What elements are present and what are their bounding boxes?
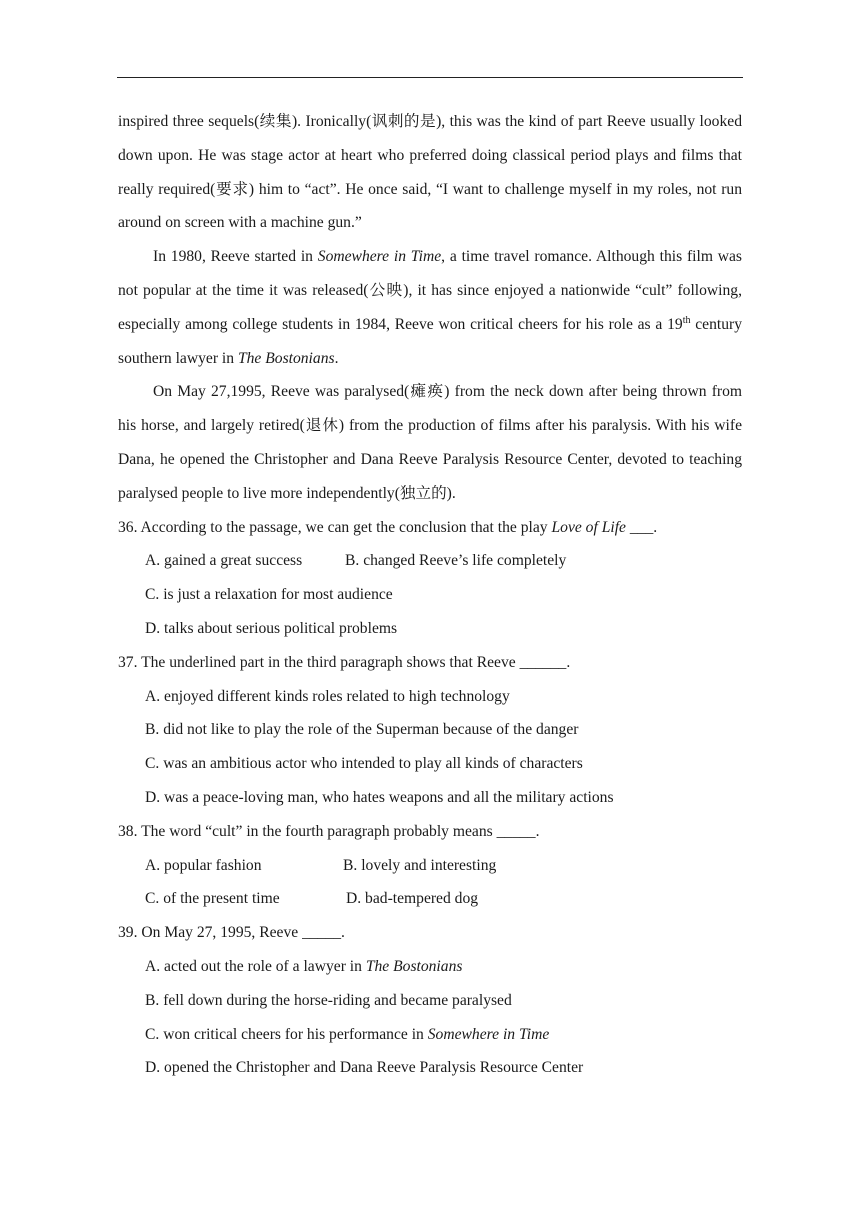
- film-title: Somewhere in Time: [427, 1025, 550, 1043]
- option-a[interactable]: A. enjoyed different kinds roles related to high technology: [145, 687, 510, 705]
- option-b[interactable]: B. did not like to play the role of the Superman because of the danger: [145, 721, 579, 739]
- paragraph-text: inspired three sequels(续集). Ironically(讽刺的是), this was the kind of part Reeve usually looked down upon. He was stage actor at heart who preferred doing classical period plays and films that really required(要求) him to “act”. He once said, “I want to challenge myself in my roles, not run around on screen with a machine gun.”: [118, 113, 742, 232]
- option-b[interactable]: B. lovely and interesting: [343, 856, 497, 874]
- option-d[interactable]: D. bad-tempered dog: [346, 890, 479, 908]
- question-38-options-ab: [118, 849, 742, 883]
- question-38-options-cd: [118, 882, 742, 916]
- option-d[interactable]: D. talks about serious political problems: [145, 619, 398, 637]
- option-c[interactable]: C. of the present time: [145, 890, 280, 908]
- question-39-stem: 39. On May 27, 1995, Reeve _____.: [118, 924, 345, 942]
- document-body: [118, 105, 742, 1085]
- option-d[interactable]: D. was a peace-loving man, who hates weapons and all the military actions: [145, 788, 614, 806]
- paragraph-2-continued: [118, 105, 742, 240]
- option-a[interactable]: A. gained a great success: [145, 552, 303, 570]
- play-title: Love of Life: [551, 518, 626, 536]
- header-rule: [117, 77, 743, 78]
- film-title: Somewhere in Time: [317, 248, 442, 266]
- paragraph-text: In 1980, Reeve started in: [153, 248, 318, 266]
- option-d[interactable]: D. opened the Christopher and Dana Reeve Paralysis Resource Center: [145, 1059, 584, 1077]
- option-a[interactable]: A. popular fashion: [145, 856, 262, 874]
- superscript: th: [682, 314, 691, 326]
- paragraph-4: [118, 375, 742, 510]
- question-36-options-ab: [118, 544, 742, 578]
- option-c[interactable]: C. was an ambitious actor who intended to play all kinds of characters: [145, 755, 583, 773]
- paragraph-text: .: [334, 349, 339, 367]
- film-title: The Bostonians: [365, 957, 463, 975]
- option-c[interactable]: C. won critical cheers for his performance in Somewhere in Time: [145, 1025, 550, 1043]
- paragraph-text: century southern lawyer in: [118, 315, 742, 367]
- question-38-stem: 38. The word “cult” in the fourth paragraph probably means _____.: [118, 822, 540, 840]
- option-b[interactable]: B. fell down during the horse-riding and became paralysed: [145, 991, 512, 1009]
- paragraph-text: On May 27,1995, Reeve was paralysed(瘫痪) from the neck down after being thrown from his horse, and largely retired(退休) from the production of films after his paralysis. With his wife Dana, he opened the Christopher and Dana Reeve Paralysis Resource Center, devoted to teaching paralysed people to live more independently(独立的).: [118, 383, 742, 502]
- option-b[interactable]: B. changed Reeve’s life completely: [345, 552, 567, 570]
- option-c[interactable]: C. is just a relaxation for most audience: [145, 586, 393, 604]
- question-37-stem: 37. The underlined part in the third paragraph shows that Reeve ______.: [118, 653, 571, 671]
- paragraph-text: , a time travel romance. Although this film was not popular at the time it was released(公映), it has since enjoyed a nationwide “cult” following, especially among college students in 1984, Reeve won critical cheers for his role as a 19: [118, 248, 742, 333]
- option-a[interactable]: A. acted out the role of a lawyer in The Bostonians: [145, 957, 463, 975]
- film-title: The Bostonians: [237, 349, 335, 367]
- question-36-stem: 36. According to the passage, we can get the conclusion that the play Love of Life ___.: [118, 518, 658, 536]
- paragraph-3: [118, 240, 742, 375]
